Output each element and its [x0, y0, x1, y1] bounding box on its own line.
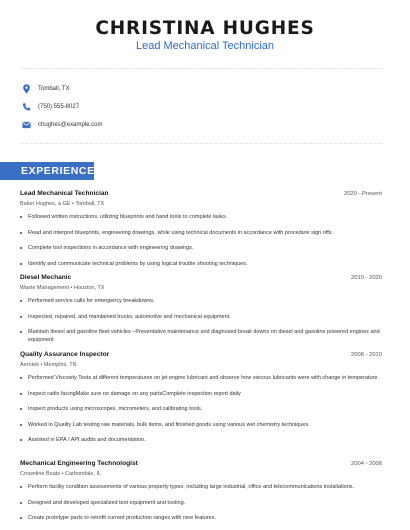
divider: [20, 143, 382, 144]
bullet-item: Read and interpret blueprints, engineering drawings, while using technical documents in accordance with procedure sign offs.: [20, 229, 382, 237]
job-dates: 2008 - 2010: [351, 352, 382, 358]
bullet-item: Inspect products using microscopes, micrometers, and calibrating tools.: [20, 405, 382, 413]
bullet-item: Assisted in EPA / API audits and documentation.: [20, 436, 382, 444]
job-dates: 2020 - Present: [343, 191, 382, 197]
phone-text[interactable]: (750) 555-8027: [38, 104, 80, 110]
experience-entry: [20, 350, 382, 452]
job-company: Crownline Boats • Carbondale, IL: [20, 471, 102, 477]
phone-icon: [22, 102, 31, 112]
email-icon: [22, 120, 31, 130]
contact-location: [22, 83, 70, 95]
bullet-item: Worked in Quality Lab testing raw materials, bulk items, and finished goods using various wet chemistry techniques.: [20, 421, 382, 429]
contact-email: [22, 119, 103, 131]
bullet-item: Performed service calls for emergency breakdowns.: [20, 297, 382, 305]
bullet-item: Followed written instructions, utilizing blueprints and hand tools to complete tasks.: [20, 213, 382, 221]
candidate-name: CHRISTINA HUGHES: [95, 18, 315, 39]
job-title-heading: Lead Mechanical Technician: [136, 40, 274, 52]
location-pin-icon: [22, 84, 31, 94]
job-title: Mechanical Engineering Technologist: [20, 460, 138, 467]
job-company: Aerotek • Memphis, TN: [20, 362, 77, 368]
job-bullets: [20, 297, 382, 344]
experience-entry: [20, 459, 382, 530]
job-bullets: [20, 213, 382, 268]
bullet-item: Create prototype parts to retrofit current production ranges with new features.: [20, 514, 382, 522]
location-text: Tomball, TX: [38, 86, 70, 92]
bullet-item: Perform facility condition assessments of various property types, including large industrial, office and telecommunications installations.: [20, 483, 382, 491]
job-company: Waste Management • Houston, TX: [20, 285, 105, 291]
bullet-item: Inspect radio facingMake sure no damage on any partsComplete inspection report daily: [20, 390, 382, 398]
job-bullets: [20, 483, 382, 522]
bullet-item: Maintain diesel and gasoline fleet vehicles –Preventative maintenance and diagnosed break downs on diesel and gasoline powered engines and equipment: [20, 328, 382, 344]
experience-section-heading: EXPERIENCE: [0, 162, 94, 180]
bullet-item: Designed and developed specialized test equipment and tooling.: [20, 499, 382, 507]
email-text[interactable]: chughes@example.com: [38, 122, 103, 128]
job-dates: 2004 - 2008: [351, 461, 382, 467]
experience-entry: [20, 189, 382, 275]
job-title: Lead Mechanical Technician: [20, 190, 109, 197]
contact-phone: [22, 101, 80, 113]
job-bullets: [20, 374, 382, 444]
bullet-item: Identify and communicate technical problems by using logical trouble shooting techniques.: [20, 260, 382, 268]
job-company: Baker Hughes, a GE • Tomball, TX: [20, 201, 105, 207]
divider: [20, 68, 382, 69]
bullet-item: Inspected, repaired, and maintained trucks, automotive and mechanical equipment.: [20, 313, 382, 321]
job-title: Diesel Mechanic: [20, 274, 72, 281]
experience-entry: [20, 273, 382, 352]
bullet-item: Complete tool inspections in accordance with engineering drawings.: [20, 244, 382, 252]
job-title: Quality Assurance Inspector: [20, 351, 110, 358]
bullet-item: Performed Viscosity Tests at different temperatures on jet engine lubricant and observe how viscous lubricants were with change in temperature .: [20, 374, 382, 382]
job-dates: 2010 - 2020: [351, 275, 382, 281]
